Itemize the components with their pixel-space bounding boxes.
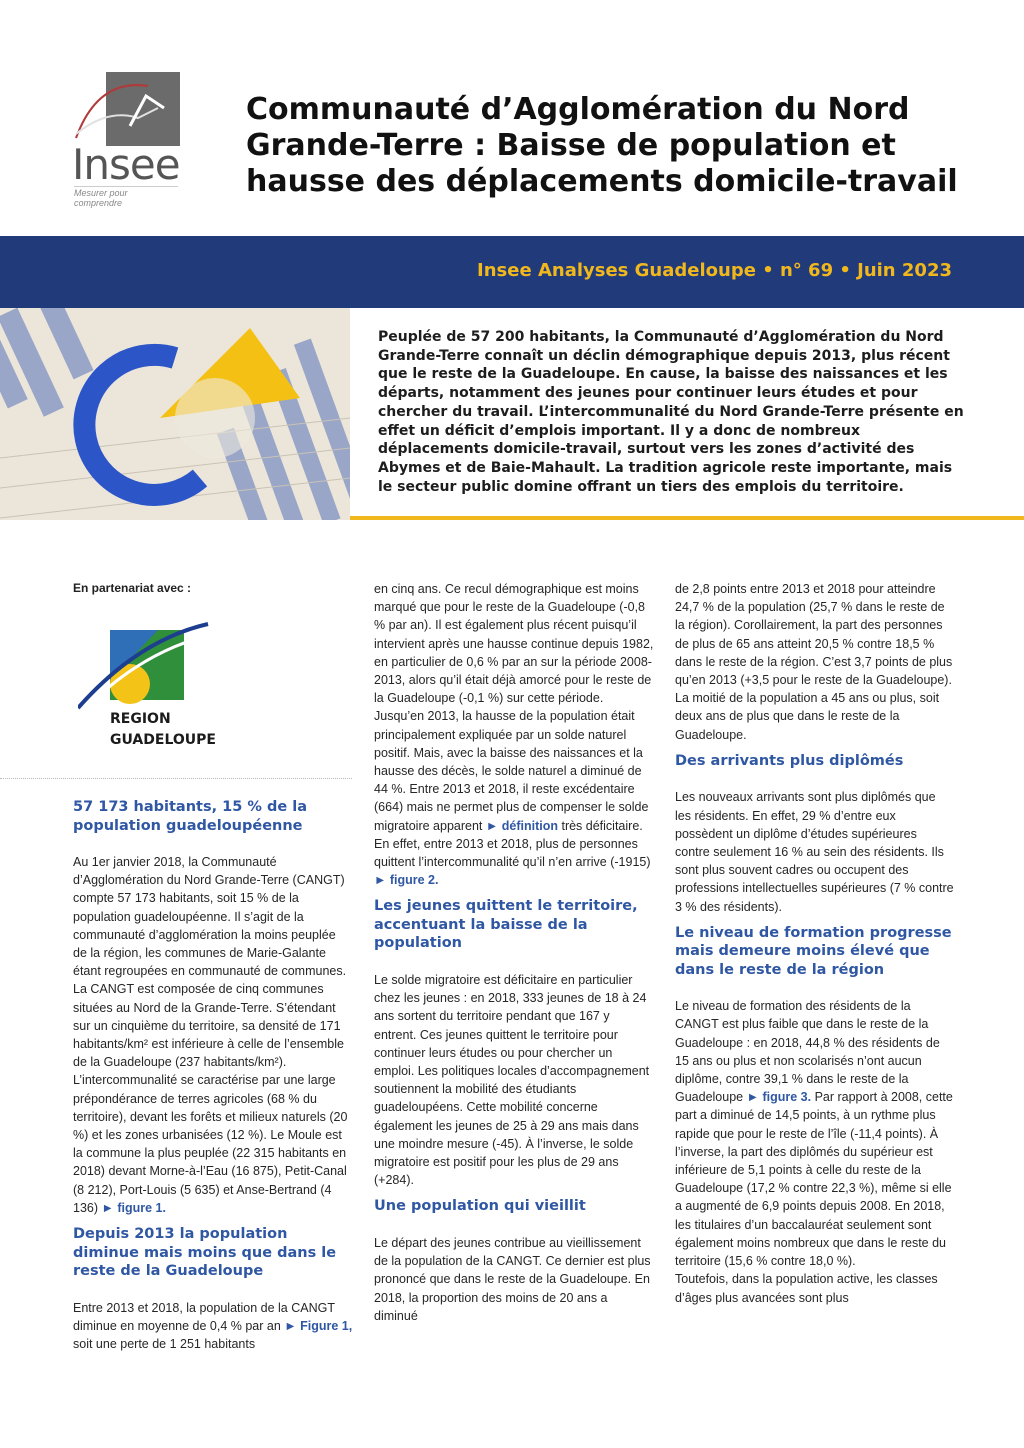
region-logo-line2: GUADELOUPE: [110, 732, 216, 748]
series-label: Insee Analyses Guadeloupe • n° 69 • Juin 2023: [477, 260, 952, 281]
paragraph-population-diminue-tail: soit une perte de 1 251 habitants: [73, 1336, 256, 1351]
link-figure-1[interactable]: ► figure 1.: [101, 1200, 166, 1215]
region-guadeloupe-logo: [78, 620, 218, 760]
paragraph-formation-text: Le niveau de formation des résidents de la CANGT est plus faible que dans le reste de la Guadeloupe : en 2018, 44,8 % des résidents de 15 ans ou plus et non scolarisés n’ont aucun diplôme, contre 39,1 % dans le reste de la Guadeloupe: [675, 999, 940, 1105]
paragraph-formation-text-2: Par rapport à 2008, cette part a diminué de 14,5 points, à un rythme plus rapide que pour le reste de l’île (-11,4 points). À l’inverse, la part des diplômés du supérieur est inférieure de 5,1 points à celle du reste de la Guadeloupe (17,2 % contre 22,3 %), même si elle a augmenté de 6,9 points depuis 2008. En 2018, les titulaires d’un baccalauréat seulement sont également moins nombreux que dans le reste du territoire (15,6 % contre 18,0 %).: [675, 1090, 953, 1269]
paragraph-vieillit: Le départ des jeunes contribue au vieillissement de la population de la CANGT. Ce dernier est plus prononcé que dans le reste de la Guadeloupe. En 2018, la proportion des moins de 20 ans a diminué: [374, 1235, 651, 1323]
paragraph-recul: [374, 580, 654, 889]
heading-arrivants: Des arrivants plus diplômés: [675, 752, 904, 769]
column-2: [374, 580, 654, 1325]
partner-label: En partenariat avec :: [73, 581, 192, 595]
paragraph-arrivants: Les nouveaux arrivants sont plus diplômés que les résidents. En effet, 29 % d’entre eux possèdent un diplôme d’études supérieures contre seulement 16 % au sein des résidents. Ils sont plus souvent cadres ou occupent des professions intellectuelles supérieures (7 % contre 3 % des résidents).: [675, 790, 954, 914]
paragraph-population-diminue: [73, 1299, 353, 1354]
paragraph-habitants-text: Au 1er janvier 2018, la Communauté d’Agglomération du Nord Grande-Terre (CANGT) compte 57 173 habitants, soit 15 % de la population guadeloupéenne. Il s’agit de la communauté d’agglomération la moins peuplée de la région, les communes de Marie-Galante étant regroupées en communauté de communes. La CANGT est composée de cinq communes situées au Nord de la Grande-Terre. S’étendant sur un cinquième du territoire, sa densité de 171 habitants/km² est inférieure à celle de l’ensemble de la Guadeloupe (237 habitants/km²). L’intercommunalité se caractérise par une large prépondérance de terres agricoles (68 % du territoire), devant les forêts et milieux naturels (20 %) et les zones urbanisées (12 %). Le Moule est la commune la plus peuplée (22 315 habitants en 2018) devant Morne-à-l’Eau (16 875), Petit-Canal (8 212), Port-Louis (5 635) et Anse-Bertrand (4 136): [73, 855, 348, 1215]
link-figure-2[interactable]: ► figure 2.: [374, 873, 439, 888]
page-title: Communauté d’Agglomération du Nord Grande-Terre : Baisse de population et hausse des déplacements domicile-travail: [246, 92, 958, 199]
paragraph-active: Toutefois, dans la population active, les classes d’âges plus avancées sont plus: [675, 1272, 938, 1305]
column-1: [73, 798, 353, 1353]
link-figure-1b[interactable]: ► Figure 1,: [284, 1318, 353, 1333]
series-band: [0, 236, 1024, 308]
heading-jeunes: Les jeunes quittent le territoire, accentuant la baisse de la population: [374, 898, 638, 952]
link-figure-3[interactable]: ► figure 3.: [746, 1090, 812, 1105]
column-3: [675, 580, 955, 1307]
heading-formation: Le niveau de formation progresse mais demeure moins élevé que dans le reste de la région: [675, 924, 952, 978]
region-logo-line1: REGION: [110, 711, 171, 727]
hero-image: [0, 308, 350, 520]
paragraph-age: de 2,8 points entre 2013 et 2018 pour atteindre 24,7 % de la population (25,7 % dans le reste de la région). Corollairement, la part des personnes de plus de 65 ans atteint 20,5 % contre 18,5 % dans le reste de la région. C’est 3,7 points de plus qu’en 2013 (+3,5 pour le reste de la Guadeloupe). La moitié de la population a 45 ans ou plus, soit deux ans de plus que dans le reste de la Guadeloupe.: [675, 582, 953, 742]
partner-separator: [0, 778, 352, 779]
paragraph-population-diminue-text: Entre 2013 et 2018, la population de la CANGT diminue en moyenne de 0,4 % par an: [73, 1300, 335, 1333]
insee-logo-text: Insee: [72, 140, 180, 189]
paragraph-recul-text: en cinq ans. Ce recul démographique est moins marqué que pour le reste de la Guadeloupe (-0,8 % par an). Il est également plus récent puisqu’il intervient après une hausse continue depuis 1982, en particulier de 0,6 % par an sur la période 2008-2013, alors qu’il était déjà amorcé pour le reste de la Guadeloupe (-0,1 %) sur cette période. Jusqu’en 2013, la hausse de la population était principalement expliquée par un solde naturel positif. Mais, avec la baisse des naissances et la hausse des décès, le solde naturel a diminué de 44 %. Entre 2013 et 2018, il reste excédentaire (664) mais ne permet plus de compenser le solde migratoire apparent: [374, 582, 654, 833]
yellow-rule: [350, 516, 1024, 520]
paragraph-formation: [675, 997, 955, 1270]
insee-logo-tagline: Mesurer pour comprendre: [74, 186, 178, 208]
paragraph-habitants: [73, 853, 353, 1217]
heading-vieillit: Une population qui vieillit: [374, 1198, 586, 1215]
abstract: Peuplée de 57 200 habitants, la Communauté d’Agglomération du Nord Grande-Terre connaît un déclin démographique depuis 2013, plus récent que le reste de la Guadeloupe. En cause, la baisse des naissances et les départs, notamment des jeunes pour continuer leurs études et pour chercher du travail. L’intercommunalité du Nord Grande-Terre présente en effet un déficit d’emplois important. Il y a donc de nombreux déplacements domicile-travail, surtout vers les zones d’activité des Abymes et de Baie-Mahault. La tradition agricole reste importante, mais le secteur public domine offrant un tiers des emplois du territoire.: [378, 329, 964, 495]
heading-population-diminue: Depuis 2013 la population diminue mais moins que dans le reste de la Guadeloupe: [73, 1226, 337, 1280]
heading-habitants: 57 173 habitants, 15 % de la population guadeloupéenne: [73, 799, 307, 834]
link-definition[interactable]: ► définition: [485, 818, 558, 833]
paragraph-recul-text-2: très déficitaire. En effet, entre 2013 et 2018, plus de personnes quittent l’intercommunalité qu’il n’en arrive (-1915): [374, 818, 651, 870]
paragraph-jeunes: Le solde migratoire est déficitaire en particulier chez les jeunes : en 2018, 333 jeunes de 18 à 24 ans sortent du territoire pendant que 167 y entrent. Ces jeunes quittent le territoire pour continuer leurs études ou pour chercher un emploi. Les politiques locales d’accompagnement soutiennent la mobilité des étudiants guadeloupéens. Cette mobilité concerne également les jeunes de 25 à 29 ans mais dans une moindre mesure (-45). À l’inverse, le solde migratoire est positif pour les plus de 29 ans (+284).: [374, 972, 650, 1188]
